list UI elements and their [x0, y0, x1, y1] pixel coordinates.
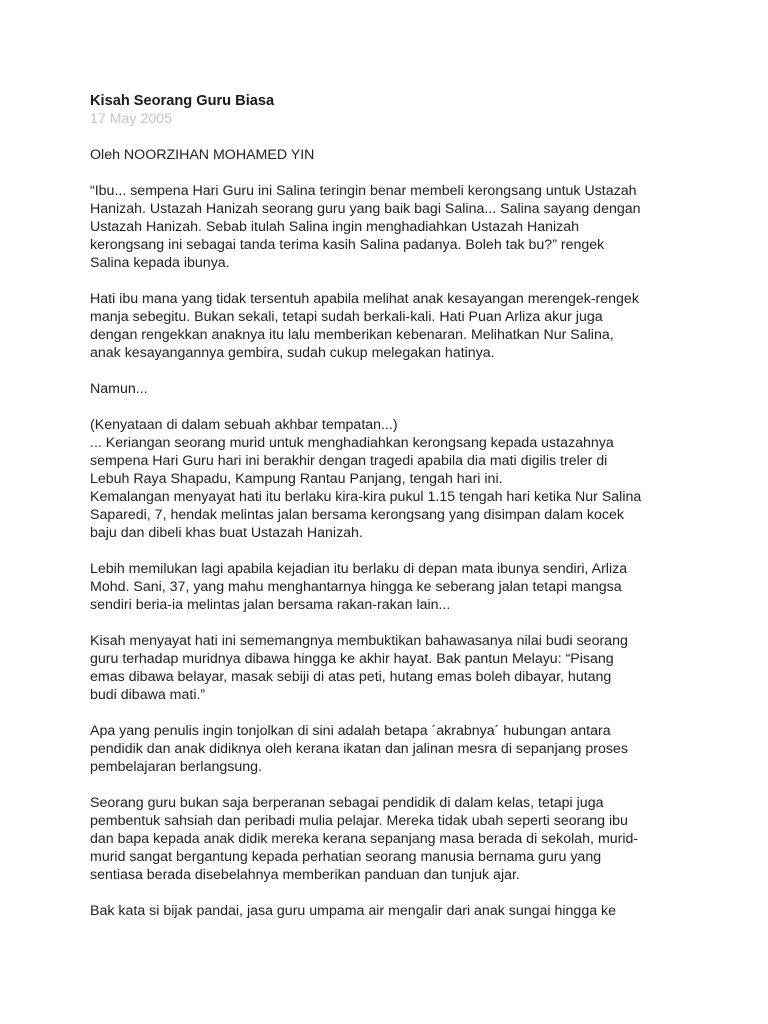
article-paragraph-1: “Ibu... sempena Hari Guru ini Salina teringin benar membeli kerongsang untuk Ustazah Hanizah. Ustazah Hanizah seorang guru yang baik bagi Salina... Salina sayang dengan Ustazah Hanizah. Sebab itulah Salina ingin menghadiahkan Ustazah Hanizah kerongsang ini sebagai tanda terima kasih Salina padanya. Boleh tak bu?” rengek Salina kepada ibunya.: [90, 183, 641, 271]
article-paragraph-7: Apa yang penulis ingin tonjolkan di sini adalah betapa ´akrabnya´ hubungan antara pendidik dan anak didiknya oleh kerana ikatan dan jalinan mesra di sepanjang proses pembelajaran berlangsung.: [90, 723, 628, 775]
article-paragraph-4: (Kenyataan di dalam sebuah akhbar tempatan...) ... Keriangan seorang murid untuk menghadiahkan kerongsang kepada ustazahnya sempena Hari Guru hari ini berakhir dengan tragedi apabila dia mati digilis treler di Lebuh Raya Shapadu, Kampung Rantau Panjang, tengah hari ini. Kemalangan menyayat hati itu berlaku kira-kira pukul 1.15 tengah hari ketika Nur Salina Saparedi, 7, hendak melintas jalan bersama kerongsang yang disimpan dalam kocek baju dan dibeli khas buat Ustazah Hanizah.: [90, 417, 642, 541]
article-date: 17 May 2005: [90, 111, 173, 127]
article-paragraph-5: Lebih memilukan lagi apabila kejadian itu berlaku di depan mata ibunya sendiri, Arliza Mohd. Sani, 37, yang mahu menghantarnya hingga ke seberang jalan tetapi mangsa sendiri beria-ia melintas jalan bersama rakan-rakan lain...: [90, 561, 628, 613]
article-byline: Oleh NOORZIHAN MOHAMED YIN: [90, 147, 315, 163]
article-title: Kisah Seorang Guru Biasa: [90, 93, 275, 109]
article-paragraph-9: Bak kata si bijak pandai, jasa guru umpama air mengalir dari anak sungai hingga ke: [90, 903, 617, 919]
article-paragraph-3: Namun...: [90, 381, 148, 397]
article-paragraph-8: Seorang guru bukan saja berperanan sebagai pendidik di dalam kelas, tetapi juga pembentuk sahsiah dan peribadi mulia pelajar. Mereka tidak ubah seperti seorang ibu dan bapa kepada anak didik mereka kerana sepanjang masa berada di sekolah, murid- murid sangat bergantung kepada perhatian seorang manusia bernama guru yang sentiasa berada disebelahnya memberikan panduan dan tunjuk ajar.: [90, 795, 639, 883]
article-paragraph-2: Hati ibu mana yang tidak tersentuh apabila melihat anak kesayangan merengek-rengek manja sebegitu. Bukan sekali, tetapi sudah berkali-kali. Hati Puan Arliza akur juga dengan rengekkan anaknya itu lalu memberikan kebenaran. Melihatkan Nur Salina, anak kesayangannya gembira, sudah cukup melegakan hatinya.: [90, 291, 639, 361]
article: [90, 92, 690, 920]
article-paragraph-6: Kisah menyayat hati ini sememangnya membuktikan bahawasanya nilai budi seorang guru terhadap muridnya dibawa hingga ke akhir hayat. Bak pantun Melayu: “Pisang emas dibawa belayar, masak sebiji di atas peti, hutang emas boleh dibayar, hutang budi dibawa mati.”: [90, 633, 628, 703]
